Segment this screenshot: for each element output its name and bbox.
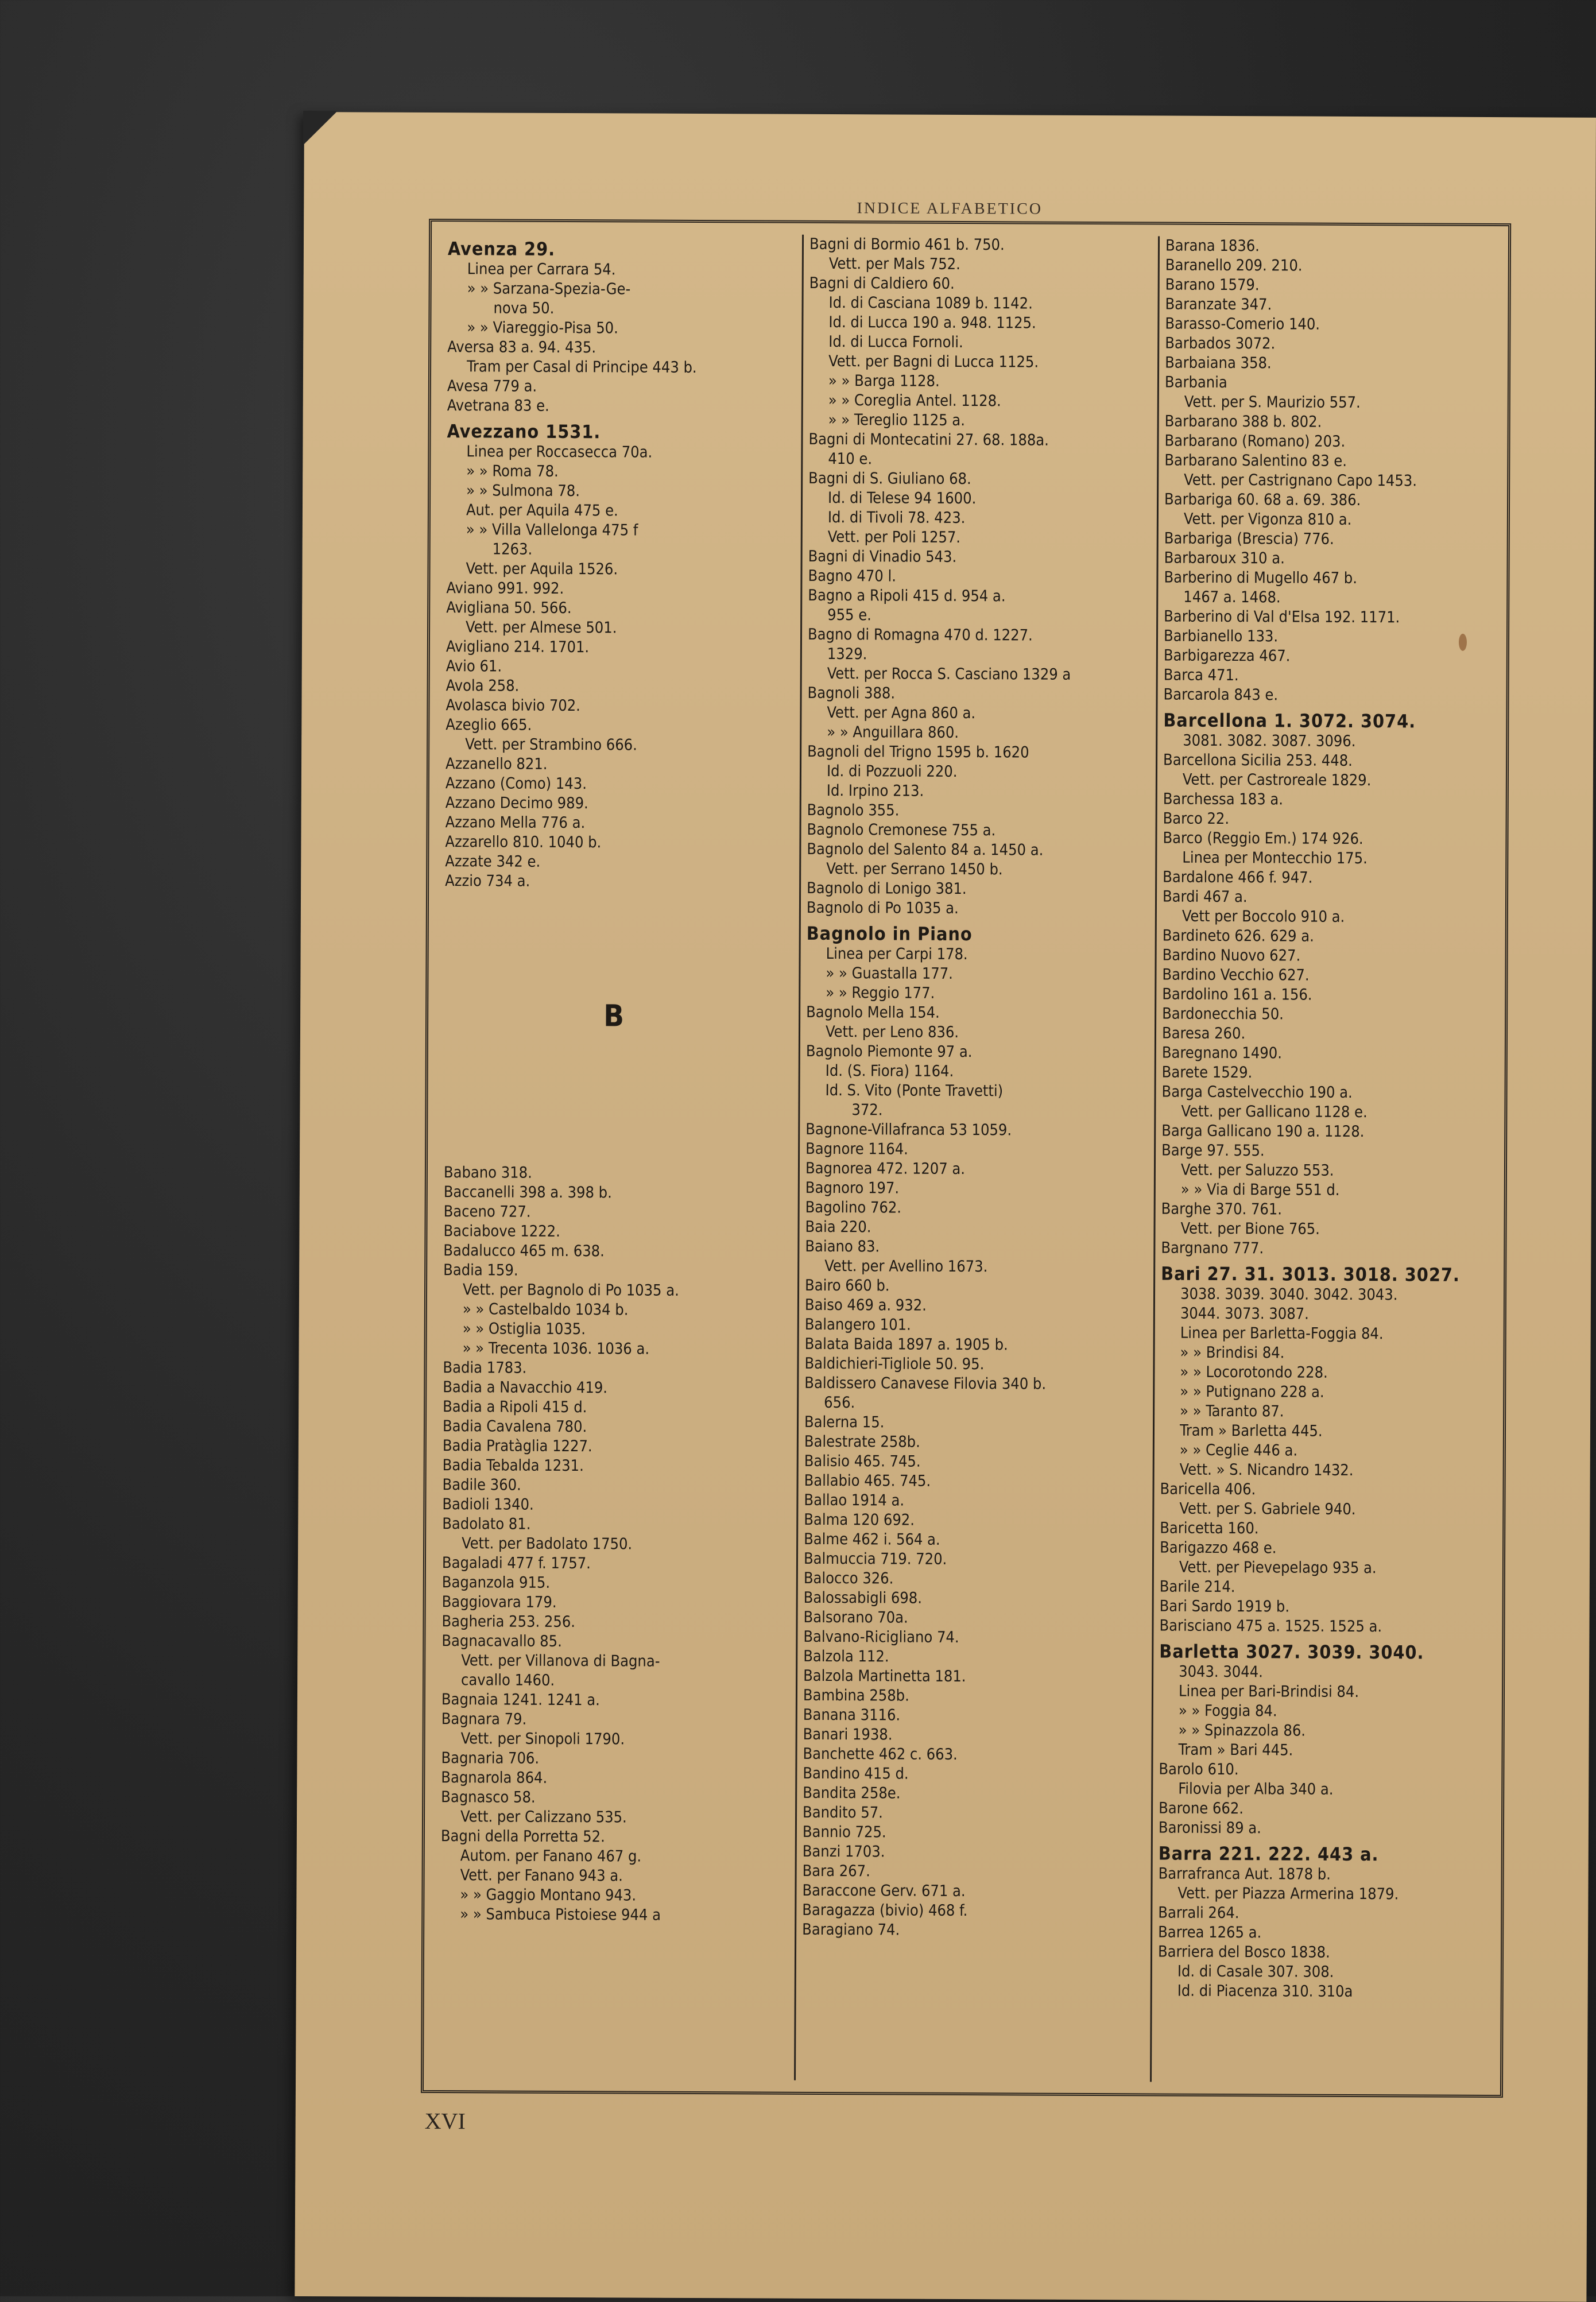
index-entry: Barrea 1265 a. <box>1158 1923 1262 1942</box>
index-entry: Barbarano 388 b. 802. <box>1164 412 1322 431</box>
index-entry: Bagnolo Mella 154. <box>806 1003 940 1022</box>
index-entry: 1329. <box>827 645 867 664</box>
index-entry: Baranello 209. 210. <box>1165 256 1303 275</box>
index-entry: Vett. per Fanano 943 a. <box>460 1866 623 1885</box>
index-entry: Barano 1579. <box>1165 276 1260 294</box>
index-entry: Barolo 610. <box>1159 1760 1239 1779</box>
index-entry: Balsorano 70a. <box>803 1608 908 1627</box>
index-entry: Vett. per Saluzzo 553. <box>1180 1161 1334 1180</box>
index-entry: cavallo 1460. <box>461 1671 555 1689</box>
scanned-page <box>295 112 1596 2302</box>
index-entry: Balme 462 i. 564 a. <box>804 1530 940 1549</box>
index-entry: Vett. per Calizzano 535. <box>460 1808 627 1827</box>
index-entry: Badia 159. <box>443 1261 518 1280</box>
index-entry: Baragiano 74. <box>802 1920 900 1939</box>
index-entry: Vett. per Pievepelago 935 a. <box>1179 1558 1377 1578</box>
index-entry: Azeglio 665. <box>446 716 532 734</box>
index-entry: Baronissi 89 a. <box>1158 1819 1261 1838</box>
index-entry: Vett. per Badolato 1750. <box>462 1534 633 1553</box>
index-entry: nova 50. <box>493 299 555 317</box>
index-entry: Bagnasco 58. <box>441 1788 536 1807</box>
index-entry: Azzanello 821. <box>445 755 548 773</box>
index-entry: Vett. per Gallicano 1128 e. <box>1181 1102 1368 1122</box>
index-entry: Vett per Boccolo 910 a. <box>1181 907 1345 926</box>
index-entry: Avetrana 83 e. <box>447 397 549 415</box>
index-entry: » » Coreglia Antel. 1128. <box>828 391 1001 410</box>
paper-stain <box>1459 634 1467 651</box>
index-entry: Autom. per Fanano 467 g. <box>460 1847 642 1866</box>
index-entry: » » Villa Vallelonga 475 f <box>466 521 638 540</box>
index-entry: Balma 120 692. <box>804 1510 915 1529</box>
index-entry: Bagno di Romagna 470 d. 1227. <box>807 625 1033 645</box>
index-entry: Barigazzo 468 e. <box>1160 1538 1277 1557</box>
index-entry: Badia Tebalda 1231. <box>442 1456 584 1475</box>
index-entry: Baggiovara 179. <box>441 1593 557 1611</box>
index-entry: Bandita 258e. <box>803 1784 901 1803</box>
index-entry: Barga Castelvecchio 190 a. <box>1161 1083 1353 1102</box>
index-entry: Balerna 15. <box>804 1413 885 1432</box>
index-entry: Id. di Telese 94 1600. <box>828 489 977 508</box>
index-entry: Barete 1529. <box>1161 1063 1253 1082</box>
index-entry: Ballao 1914 a. <box>804 1491 905 1510</box>
index-entry: Bagnoro 197. <box>805 1179 900 1197</box>
index-heading-entry: Barcellona 1. 3072. 3074. <box>1163 709 1416 733</box>
index-entry: Id. di Pozzuoli 220. <box>826 762 958 781</box>
index-entry: Barone 662. <box>1159 1799 1244 1818</box>
index-entry: Bagnarola 864. <box>441 1769 548 1787</box>
index-entry: Baiano 83. <box>805 1237 880 1256</box>
index-entry: Balzola Martinetta 181. <box>803 1667 966 1686</box>
index-entry: Vett. per Aquila 1526. <box>466 560 618 579</box>
index-entry: Badolato 81. <box>442 1515 531 1533</box>
page-number: XVI <box>424 2107 466 2134</box>
index-entry: Id. (S. Fiora) 1164. <box>825 1061 954 1080</box>
index-entry: Barberino di Val d'Elsa 192. 1171. <box>1164 607 1400 627</box>
index-entry: Bardolino 161 a. 156. <box>1162 985 1312 1004</box>
index-entry: » » Barga 1128. <box>828 371 940 390</box>
index-entry: Baccanelli 398 a. 398 b. <box>443 1183 612 1202</box>
index-entry: Tram » Barletta 445. <box>1179 1421 1323 1440</box>
index-entry: Id. di Piacenza 310. 310a <box>1177 1982 1353 2001</box>
index-entry: Bardalone 466 f. 947. <box>1163 868 1313 887</box>
index-entry: Barchessa 183 a. <box>1163 790 1284 809</box>
index-entry: » » Reggio 177. <box>826 983 935 1002</box>
index-entry: Vett. per Piazza Armerina 1879. <box>1177 1884 1399 1904</box>
index-entry: » » Gaggio Montano 943. <box>460 1886 637 1905</box>
index-entry: Baresa 260. <box>1161 1024 1246 1043</box>
index-heading-entry: Bari 27. 31. 3013. 3018. 3027. <box>1161 1262 1460 1286</box>
index-entry: Avesa 779 a. <box>447 377 537 396</box>
index-entry: Barbariga (Brescia) 776. <box>1164 529 1334 548</box>
index-entry: Barbados 3072. <box>1165 334 1276 353</box>
index-entry: Bagaladi 477 f. 1757. <box>441 1554 591 1573</box>
index-entry: Linea per Bari-Brindisi 84. <box>1178 1682 1359 1702</box>
index-entry: Balangero 101. <box>804 1315 911 1334</box>
index-entry: Baiso 469 a. 932. <box>804 1296 927 1315</box>
index-entry: Barcarola 843 e. <box>1163 685 1279 704</box>
index-entry: Vett. per Bagni di Lucca 1125. <box>828 352 1039 371</box>
index-entry: Linea per Montecchio 175. <box>1182 848 1368 868</box>
index-frame <box>421 219 1511 2098</box>
index-entry: Vett. per Agna 860 a. <box>827 703 976 723</box>
index-entry: » » Castelbaldo 1034 b. <box>462 1300 629 1319</box>
index-entry: Balzola 112. <box>803 1647 889 1666</box>
index-entry: Badalucco 465 m. 638. <box>443 1242 605 1261</box>
index-column-2 <box>794 235 1165 2082</box>
index-entry: Bagnolo di Po 1035 a. <box>806 898 959 917</box>
index-entry: Vett. per Almese 501. <box>466 618 617 637</box>
index-entry: Balestrate 258b. <box>804 1432 920 1451</box>
index-entry: Balmuccia 719. 720. <box>803 1549 947 1568</box>
index-entry: » » Tereglio 1125 a. <box>828 410 966 430</box>
index-entry: Bambina 258b. <box>803 1686 909 1705</box>
index-entry: Vett. per Villanova di Bagna- <box>461 1652 660 1671</box>
index-entry: Aut. per Aquila 475 e. <box>466 501 618 520</box>
index-entry: Barbariga 60. 68 a. 69. 386. <box>1164 490 1361 510</box>
index-entry: Balisio 465. 745. <box>804 1452 921 1471</box>
index-entry: Badia Pratàglia 1227. <box>442 1437 592 1456</box>
index-entry: Barbarano (Romano) 203. <box>1164 432 1346 451</box>
index-entry: 1263. <box>492 540 533 559</box>
index-entry: Baldissero Canavese Filovia 340 b. <box>804 1374 1047 1393</box>
index-entry: Barge 97. 555. <box>1161 1141 1265 1160</box>
index-entry: » » Putignano 228 a. <box>1180 1382 1324 1401</box>
index-entry: Vett. » S. Nicandro 1432. <box>1179 1460 1354 1479</box>
index-entry: Badia 1783. <box>443 1359 527 1377</box>
index-entry: » » Sarzana-Spezia-Ge- <box>467 280 631 299</box>
index-entry: Baregnano 1490. <box>1161 1044 1283 1063</box>
index-entry: » » Anguillara 860. <box>827 723 959 742</box>
index-entry: Filovia per Alba 340 a. <box>1178 1780 1334 1799</box>
index-entry: Azzano Decimo 989. <box>445 794 588 813</box>
index-entry: 1467 a. 1468. <box>1183 588 1281 607</box>
index-entry: Barbigarezza 467. <box>1163 646 1291 665</box>
index-entry: Vett. per Mals 752. <box>828 254 960 273</box>
index-entry: Barana 1836. <box>1165 237 1260 255</box>
index-entry: Vett. per Leno 836. <box>825 1022 959 1041</box>
index-entry: Baranzate 347. <box>1165 295 1272 314</box>
index-entry: Bagni di Bormio 461 b. 750. <box>809 235 1005 254</box>
index-entry: Azzano Mella 776 a. <box>445 813 586 832</box>
index-entry: Banchette 462 c. 663. <box>803 1745 958 1764</box>
index-entry: Babano 318. <box>443 1164 532 1182</box>
index-entry: Aviano 991. 992. <box>446 579 564 598</box>
index-entry: Vett. per Poli 1257. <box>827 528 961 547</box>
index-entry: Bagni di S. Giuliano 68. <box>808 469 971 489</box>
index-entry: Bargnano 777. <box>1161 1239 1264 1258</box>
index-entry: Bagnolo del Salento 84 a. 1450 a. <box>807 840 1044 859</box>
section-letter: B <box>603 999 625 1034</box>
index-entry: Bagnacavallo 85. <box>441 1632 562 1650</box>
index-entry: Barisciano 475 a. 1525. 1525 a. <box>1159 1617 1382 1636</box>
index-entry: » » Foggia 84. <box>1178 1702 1277 1720</box>
index-entry: Barrafranca Aut. 1878 b. <box>1158 1865 1331 1884</box>
index-entry: Vett. per Strambino 666. <box>465 735 637 754</box>
index-entry: Barcellona Sicilia 253. 448. <box>1163 751 1353 770</box>
index-heading-entry: Avezzano 1531. <box>447 420 601 443</box>
index-entry: Bannio 725. <box>802 1823 886 1842</box>
index-entry: Avigliano 214. 1701. <box>446 638 590 657</box>
index-entry: Barbianello 133. <box>1163 627 1279 646</box>
index-entry: Bagnaria 706. <box>441 1749 540 1768</box>
index-entry: Baldichieri-Tigliole 50. 95. <box>804 1354 985 1374</box>
index-entry: Bandito 57. <box>803 1803 883 1822</box>
index-entry: Vett. per Bione 765. <box>1180 1219 1320 1238</box>
index-entry: Id. di Casale 307. 308. <box>1177 1962 1334 1981</box>
index-entry: Baciabove 1222. <box>443 1222 560 1241</box>
index-entry: Id. di Tivoli 78. 423. <box>827 508 966 528</box>
index-entry: Bagnorea 472. 1207 a. <box>805 1159 966 1179</box>
index-entry: Balossabigli 698. <box>803 1588 923 1607</box>
index-entry: Bara 267. <box>802 1862 870 1881</box>
index-entry: Balata Baida 1897 a. 1905 b. <box>804 1335 1008 1354</box>
index-entry: Vett. per Rocca S. Casciano 1329 a <box>827 664 1071 684</box>
index-entry: Bagnaia 1241. 1241 a. <box>441 1691 600 1710</box>
index-entry: Azzate 342 e. <box>445 852 541 871</box>
page-heading: INDICE ALFABETICO <box>857 199 1043 218</box>
index-entry: Tram per Casal di Principe 443 b. <box>466 358 697 377</box>
index-entry: » » Spinazzola 86. <box>1178 1721 1306 1740</box>
index-entry: Bardineto 626. 629 a. <box>1162 927 1314 945</box>
index-entry: Id. S. Vito (Ponte Travetti) <box>825 1081 1004 1100</box>
index-entry: » » Locorotondo 228. <box>1180 1363 1328 1382</box>
index-entry: Bagni di Vinadio 543. <box>808 547 957 566</box>
index-entry: Barca 471. <box>1163 666 1239 685</box>
index-entry: Bagnore 1164. <box>805 1140 908 1158</box>
index-entry: Bagolino 762. <box>805 1198 902 1217</box>
index-entry: Bagni di Montecatini 27. 68. 188a. <box>808 430 1049 449</box>
index-entry: Azzano (Como) 143. <box>445 774 587 793</box>
index-entry: Bagni di Caldiero 60. <box>809 274 955 293</box>
index-entry: 3044. 3073. 3087. <box>1180 1304 1309 1323</box>
index-entry: 955 e. <box>827 606 871 625</box>
index-entry: Id. di Lucca Fornoli. <box>828 332 963 352</box>
index-entry: Barberino di Mugello 467 b. <box>1164 568 1358 588</box>
index-entry: Badia Cavalena 780. <box>442 1417 587 1436</box>
index-entry: Badia a Navacchio 419. <box>443 1378 608 1397</box>
index-entry: Vett. per Avellino 1673. <box>824 1257 988 1276</box>
index-heading-entry: Barletta 3027. 3039. 3040. <box>1159 1640 1424 1664</box>
index-entry: Linea per Carpi 178. <box>826 944 968 964</box>
index-entry: Vett. per S. Gabriele 940. <box>1179 1499 1356 1519</box>
index-entry: » » Roma 78. <box>466 462 559 480</box>
index-entry: Ballabio 465. 745. <box>804 1471 931 1490</box>
index-entry: Bardonecchia 50. <box>1162 1005 1284 1024</box>
index-entry: » » Viareggio-Pisa 50. <box>467 319 618 338</box>
index-entry: Barriera del Bosco 1838. <box>1157 1943 1330 1962</box>
index-entry: Azzio 734 a. <box>445 872 530 890</box>
index-entry: Linea per Carrara 54. <box>467 260 616 279</box>
index-entry: Vett. per Castrignano Capo 1453. <box>1184 471 1417 490</box>
index-entry: Bardi 467 a. <box>1162 888 1248 906</box>
index-entry: Aversa 83 a. 94. 435. <box>447 338 596 357</box>
index-entry: Banana 3116. <box>803 1706 901 1724</box>
index-entry: Linea per Roccasecca 70a. <box>466 443 653 462</box>
index-entry: » » Ostiglia 1035. <box>462 1320 586 1339</box>
index-entry: Barrali 264. <box>1158 1904 1239 1923</box>
index-entry: Bagno a Ripoli 415 d. 954 a. <box>808 586 1006 606</box>
index-entry: Vett. per Sinopoli 1790. <box>460 1730 625 1749</box>
index-entry: Barghe 370. 761. <box>1161 1200 1283 1219</box>
index-entry: » » Taranto 87. <box>1180 1402 1284 1421</box>
index-entry: Barbaiana 358. <box>1165 354 1272 373</box>
index-column-1 <box>440 233 787 2080</box>
index-entry: Bagnolo 355. <box>807 801 900 820</box>
index-entry: Barasso-Comerio 140. <box>1165 315 1320 334</box>
index-entry: Bardino Vecchio 627. <box>1162 966 1310 985</box>
index-entry: Vett. per Castroreale 1829. <box>1182 770 1372 790</box>
index-entry: Banari 1938. <box>803 1725 893 1744</box>
index-heading-entry: Avenza 29. <box>447 238 556 260</box>
index-entry: Tram » Bari 445. <box>1178 1741 1293 1760</box>
index-entry: Baceno 727. <box>443 1203 531 1221</box>
index-entry: Bagnolo Piemonte 97 a. <box>805 1042 973 1061</box>
index-entry: Baraccone Gerv. 671 a. <box>802 1881 966 1901</box>
index-entry: Vett. per Serrano 1450 b. <box>826 859 1003 879</box>
index-entry: Bandino 415 d. <box>803 1764 909 1783</box>
index-entry: Banzi 1703. <box>802 1842 885 1861</box>
index-entry: Barga Gallicano 190 a. 1128. <box>1161 1122 1365 1141</box>
index-entry: Barbaroux 310 a. <box>1164 549 1285 568</box>
index-entry: Id. di Casciana 1089 b. 1142. <box>828 293 1033 313</box>
index-entry: Barbarano Salentino 83 e. <box>1164 451 1347 470</box>
index-entry: Bairo 660 b. <box>805 1276 890 1295</box>
index-entry: Badile 360. <box>442 1476 521 1494</box>
index-entry: Bardino Nuovo 627. <box>1162 946 1301 965</box>
index-entry: Badioli 1340. <box>442 1495 534 1514</box>
index-entry: Barile 214. <box>1159 1578 1235 1596</box>
index-entry: Badia a Ripoli 415 d. <box>443 1398 587 1417</box>
index-entry: » » Ceglie 446 a. <box>1179 1441 1298 1460</box>
index-entry: Balvano-Ricigliano 74. <box>803 1627 959 1647</box>
index-entry: Id. Irpino 213. <box>826 781 924 800</box>
index-entry: Bagnolo Cremonese 755 a. <box>807 820 996 840</box>
index-entry: Bagni della Porretta 52. <box>440 1827 605 1846</box>
index-entry: Bagnoli del Trigno 1595 b. 1620 <box>807 742 1029 762</box>
index-entry: Vett. per Bagnolo di Po 1035 a. <box>462 1281 679 1300</box>
index-entry: Baricella 406. <box>1160 1480 1256 1499</box>
index-entry: Bagnolo di Lonigo 381. <box>807 879 967 898</box>
index-entry: Avio 61. <box>446 657 502 676</box>
index-entry: Bagheria 253. 256. <box>441 1613 576 1631</box>
index-entry: 656. <box>824 1393 855 1412</box>
index-entry: Vett. per Vigonza 810 a. <box>1183 510 1352 529</box>
index-entry: Bagnoli 388. <box>807 684 896 703</box>
index-column-3 <box>1150 236 1510 2083</box>
index-entry: Avola 258. <box>446 677 520 695</box>
index-entry: 410 e. <box>828 449 873 468</box>
index-entry: Barco 22. <box>1163 809 1230 828</box>
index-entry: Bari Sardo 1919 b. <box>1159 1597 1290 1616</box>
index-entry: » » Sambuca Pistoiese 944 a <box>460 1905 661 1924</box>
index-entry: Vett. per S. Maurizio 557. <box>1184 393 1361 412</box>
index-entry: 372. <box>851 1101 883 1119</box>
index-entry: 3081. 3082. 3087. 3096. <box>1183 731 1356 751</box>
index-entry: » » Sulmona 78. <box>466 482 580 501</box>
index-entry: Baganzola 915. <box>441 1574 551 1592</box>
index-entry: Linea per Barletta-Foggia 84. <box>1180 1324 1384 1343</box>
index-entry: Bagnara 79. <box>441 1710 527 1729</box>
index-entry: 3043. 3044. <box>1179 1662 1263 1681</box>
index-heading-entry: Barra 221. 222. 443 a. <box>1158 1842 1379 1866</box>
index-entry: Barbania <box>1164 373 1227 392</box>
index-entry: Baricetta 160. <box>1160 1519 1259 1538</box>
index-entry: Baragazza (bivio) 468 f. <box>802 1901 968 1920</box>
index-entry: » » Guastalla 177. <box>826 964 954 983</box>
index-entry: Baia 220. <box>805 1218 871 1237</box>
index-entry: » » Brindisi 84. <box>1180 1343 1285 1362</box>
index-entry: Azzarello 810. 1040 b. <box>445 833 602 852</box>
index-entry: Balocco 326. <box>803 1569 894 1588</box>
index-entry: » » Via di Barge 551 d. <box>1180 1180 1340 1199</box>
index-entry: Barco (Reggio Em.) 174 926. <box>1163 829 1363 848</box>
index-entry: 3038. 3039. 3040. 3042. 3043. <box>1180 1285 1398 1304</box>
index-entry: Id. di Lucca 190 a. 948. 1125. <box>828 313 1036 332</box>
index-entry: Avolasca bivio 702. <box>446 696 580 715</box>
index-entry: Bagno 470 l. <box>808 567 897 586</box>
index-entry: Avigliana 50. 566. <box>446 599 572 618</box>
index-entry: Bagnone-Villafranca 53 1059. <box>805 1120 1012 1140</box>
index-entry: » » Trecenta 1036. 1036 a. <box>462 1339 650 1358</box>
index-heading-entry: Bagnolo in Piano <box>806 922 973 945</box>
